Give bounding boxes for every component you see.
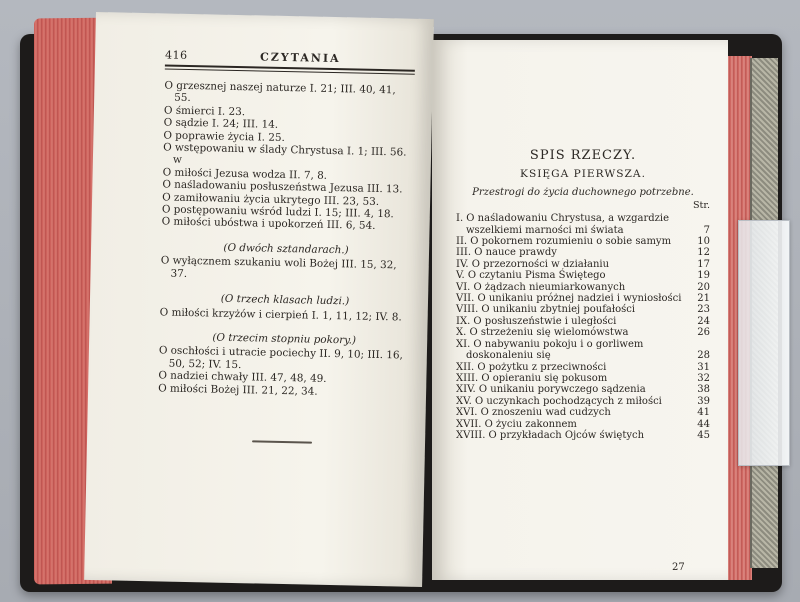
right-page-number: 27 (672, 562, 685, 573)
toc-row (456, 373, 710, 384)
left-entries (157, 79, 415, 445)
toc-title: VIII. O unikaniu zbytniej poufałości (456, 304, 636, 316)
entry: O grzesznej naszej naturze I. 21; III. 40, 41, 55. (164, 79, 396, 105)
book-subtitle: Przestrogi do życia duchownego potrzebne. (472, 186, 694, 198)
toc-title: XI. O nabywaniu pokoju i o gorliwem doskonaleniu się (456, 338, 644, 362)
toc-row (456, 384, 710, 395)
right-page-text-block (456, 150, 710, 441)
contents-title: SPIS RZECZY. (529, 148, 637, 163)
entry: O miłości krzyżów i cierpień I. 1, 11, 12; IV. 8. (159, 305, 402, 323)
plastic-bookmark-tab (738, 220, 790, 466)
toc-title: IX. O posłuszeństwie i uległości (456, 315, 617, 327)
toc-page: 12 (697, 247, 710, 259)
toc-title: I. O naśladowaniu Chrystusa, a wzgardzie wszelkiemi marności mi świata (456, 213, 670, 236)
toc-page: 24 (697, 315, 710, 327)
entry: O sądzie I. 24; III. 14. (163, 116, 279, 132)
toc-row (456, 293, 710, 304)
toc-title: XVII. O życiu zakonnem (456, 418, 577, 430)
toc-title: III. O nauce prawdy (456, 247, 557, 259)
toc-page: 39 (697, 395, 710, 407)
toc-page: 28 (697, 350, 710, 362)
toc-row (456, 282, 710, 293)
entry: O śmierci I. 23. (163, 104, 246, 118)
toc-row (456, 236, 710, 247)
toc-title: XIV. O unikaniu porywczego sądzenia (456, 384, 646, 396)
entry: O miłości Jezusa wodza II. 7, 8. (162, 166, 328, 182)
entry: O naśladowaniu posłuszeństwa Jezusa III. 13. (162, 178, 403, 196)
entry: O postępowaniu wśród ludzi I. 15; III. 4, 18. (161, 203, 394, 221)
toc-page: 17 (697, 258, 710, 270)
toc-row (456, 270, 710, 281)
toc-row (456, 407, 710, 418)
toc-page: 19 (697, 270, 710, 282)
toc-page: 44 (697, 418, 710, 430)
toc-title: II. O pokornem rozumieniu o sobie samym (456, 236, 672, 248)
toc-page: 31 (697, 361, 710, 373)
toc-title: XV. O uczynkach pochodzących z miłości (456, 395, 662, 407)
toc-row (456, 259, 710, 270)
toc-page: 45 (697, 429, 710, 441)
toc-title: XVI. O znoszeniu wad cudzych (456, 407, 611, 419)
end-ornament (252, 440, 312, 443)
toc-page: 38 (697, 384, 710, 396)
entry: O wstępowaniu w ślady Chrystusa I. 1; III. 56. w (163, 141, 407, 167)
table-of-contents (456, 213, 710, 441)
left-page-text-block (158, 48, 415, 398)
toc-title: XII. O pożytku z przeciwności (456, 361, 607, 373)
toc-row (456, 316, 710, 327)
toc-title: IV. O przezorności w działaniu (456, 258, 610, 270)
toc-row (456, 339, 710, 362)
toc-title: VI. O żądzach nieumiarkowanych (456, 281, 626, 293)
toc-row (456, 430, 710, 441)
toc-page: 32 (697, 372, 710, 384)
entry: O poprawie życia I. 25. (163, 129, 285, 144)
toc-title: X. O strzeżeniu się wielomówstwa (456, 327, 629, 339)
toc-page: 21 (697, 293, 710, 305)
toc-row (456, 213, 710, 236)
section-heading: (O trzecim stopniu pokory.) (212, 331, 357, 347)
section-heading: (O trzech klasach ludzi.) (220, 292, 350, 308)
toc-title: XVIII. O przykładach Ojców świętych (456, 429, 645, 441)
toc-page: 10 (697, 236, 710, 248)
left-page (84, 12, 434, 587)
toc-title: V. O czytaniu Pisma Świętego (456, 270, 606, 282)
book-heading: KSIĘGA PIERWSZA. (520, 168, 646, 181)
page-column-label: Str. (692, 199, 710, 211)
entry: O oschłości i utracie pociechy II. 9, 10; III. 16, 50, 52; IV. 15. (158, 344, 403, 371)
toc-title: VII. O unikaniu próżnej nadziei i wyniosłości (456, 293, 682, 305)
toc-page: 26 (697, 327, 710, 339)
entry: O wyłącznem szukaniu woli Bożej III. 15, 32, 37. (160, 254, 397, 280)
entry: O miłości Bożej III. 21, 22, 34. (158, 381, 318, 398)
toc-page: 7 (703, 224, 710, 236)
entry: O nadziei chwały III. 47, 48, 49. (158, 369, 327, 386)
entry: O miłości ubóstwa i upokorzeń III. 6, 54. (161, 215, 376, 233)
left-page-number: 416 (164, 48, 188, 62)
toc-row (456, 419, 710, 430)
toc-page: 23 (697, 304, 710, 316)
section-heading: (O dwóch sztandarach.) (223, 241, 349, 257)
toc-row (456, 304, 710, 315)
toc-row (456, 247, 710, 258)
toc-row (456, 362, 710, 373)
entry: O zamiłowaniu życia ukrytego III. 23, 53. (162, 191, 380, 208)
toc-row (456, 396, 710, 407)
toc-title: XIII. O opieraniu się pokusom (456, 372, 608, 384)
right-page (432, 40, 728, 580)
toc-row (456, 327, 710, 338)
running-head: CZYTANIA (259, 50, 341, 66)
toc-page: 41 (697, 407, 710, 419)
toc-page: 20 (697, 281, 710, 293)
